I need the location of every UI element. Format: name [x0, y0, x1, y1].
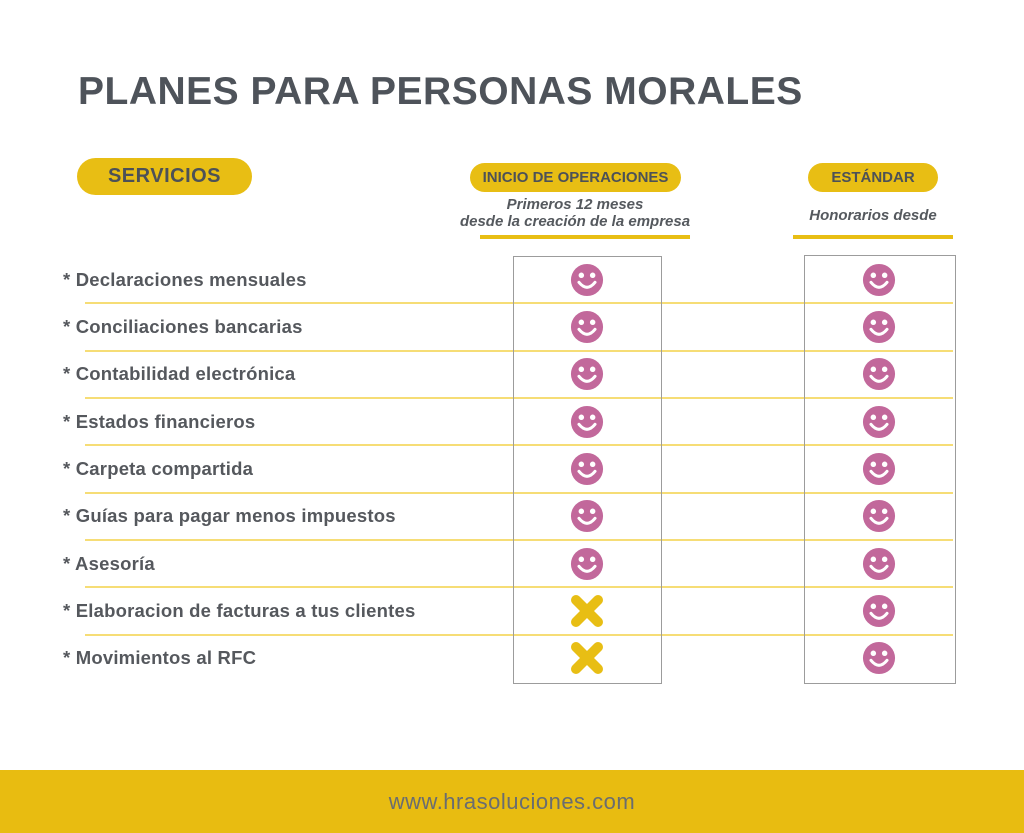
- service-label: * Carpeta compartida: [63, 457, 254, 479]
- x-icon: [569, 641, 605, 675]
- smiley-icon: [570, 405, 604, 439]
- service-label: * Contabilidad electrónica: [63, 363, 296, 385]
- estandar-column-subtitle: Honorarios desde: [809, 207, 937, 224]
- smiley-icon: [862, 405, 896, 439]
- table-row: [63, 587, 953, 634]
- cell-estandar: [804, 398, 954, 445]
- service-label: * Declaraciones mensuales: [63, 268, 307, 290]
- service-label: * Estados financieros: [63, 410, 256, 432]
- footer-url: www.hrasoluciones.com: [388, 788, 636, 814]
- inicio-column-label: INICIO DE OPERACIONES: [482, 169, 669, 186]
- smiley-icon: [862, 263, 896, 297]
- service-label: * Elaboracion de facturas a tus clientes: [63, 599, 416, 621]
- table-row: [63, 493, 953, 540]
- table-row: [63, 445, 953, 492]
- service-label: * Movimientos al RFC: [63, 647, 257, 669]
- cell-inicio: [514, 493, 660, 540]
- cell-estandar: [804, 303, 954, 350]
- smiley-icon: [570, 452, 604, 486]
- smiley-icon: [862, 499, 896, 533]
- cell-estandar: [804, 493, 954, 540]
- inicio-subtitle-line2: desde la creación de la empresa: [459, 213, 691, 230]
- services-header-label: SERVICIOS: [107, 165, 222, 187]
- cell-estandar: [804, 587, 954, 634]
- inicio-column-subtitle: [440, 196, 710, 230]
- table-row: [63, 256, 953, 303]
- footer-band: [0, 770, 1024, 833]
- smiley-icon: [862, 594, 896, 628]
- service-label: * Asesoría: [63, 552, 155, 574]
- table-row: [63, 635, 953, 682]
- smiley-icon: [862, 452, 896, 486]
- inicio-column-badge: [470, 163, 681, 192]
- cell-inicio: [514, 540, 660, 587]
- smiley-icon: [570, 310, 604, 344]
- services-table: [63, 256, 953, 682]
- table-row: [63, 540, 953, 587]
- service-label: * Conciliaciones bancarias: [63, 315, 303, 337]
- cell-inicio: [514, 256, 660, 303]
- cell-estandar: [804, 351, 954, 398]
- cell-estandar: [804, 635, 954, 682]
- cell-inicio: [514, 303, 660, 350]
- smiley-icon: [862, 547, 896, 581]
- cell-inicio: [514, 587, 660, 634]
- cell-inicio: [514, 635, 660, 682]
- cell-inicio: [514, 445, 660, 492]
- smiley-icon: [570, 547, 604, 581]
- cell-inicio: [514, 351, 660, 398]
- smiley-icon: [570, 499, 604, 533]
- smiley-icon: [862, 357, 896, 391]
- inicio-subtitle-line1: Primeros 12 meses: [506, 196, 644, 213]
- estandar-column-label: ESTÁNDAR: [831, 169, 915, 186]
- smiley-icon: [570, 263, 604, 297]
- table-row: [63, 351, 953, 398]
- table-row: [63, 398, 953, 445]
- inicio-column-underline: [480, 235, 690, 239]
- x-icon: [569, 594, 605, 628]
- smiley-icon: [862, 310, 896, 344]
- service-label: * Guías para pagar menos impuestos: [63, 505, 396, 527]
- smiley-icon: [570, 357, 604, 391]
- cell-estandar: [804, 445, 954, 492]
- cell-estandar: [804, 540, 954, 587]
- services-header-badge: [77, 158, 252, 195]
- estandar-column-underline: [793, 235, 953, 239]
- smiley-icon: [862, 641, 896, 675]
- page-title: PLANES PARA PERSONAS MORALES: [78, 70, 803, 113]
- cell-inicio: [514, 398, 660, 445]
- table-row: [63, 303, 953, 350]
- cell-estandar: [804, 256, 954, 303]
- estandar-column-badge: [808, 163, 938, 192]
